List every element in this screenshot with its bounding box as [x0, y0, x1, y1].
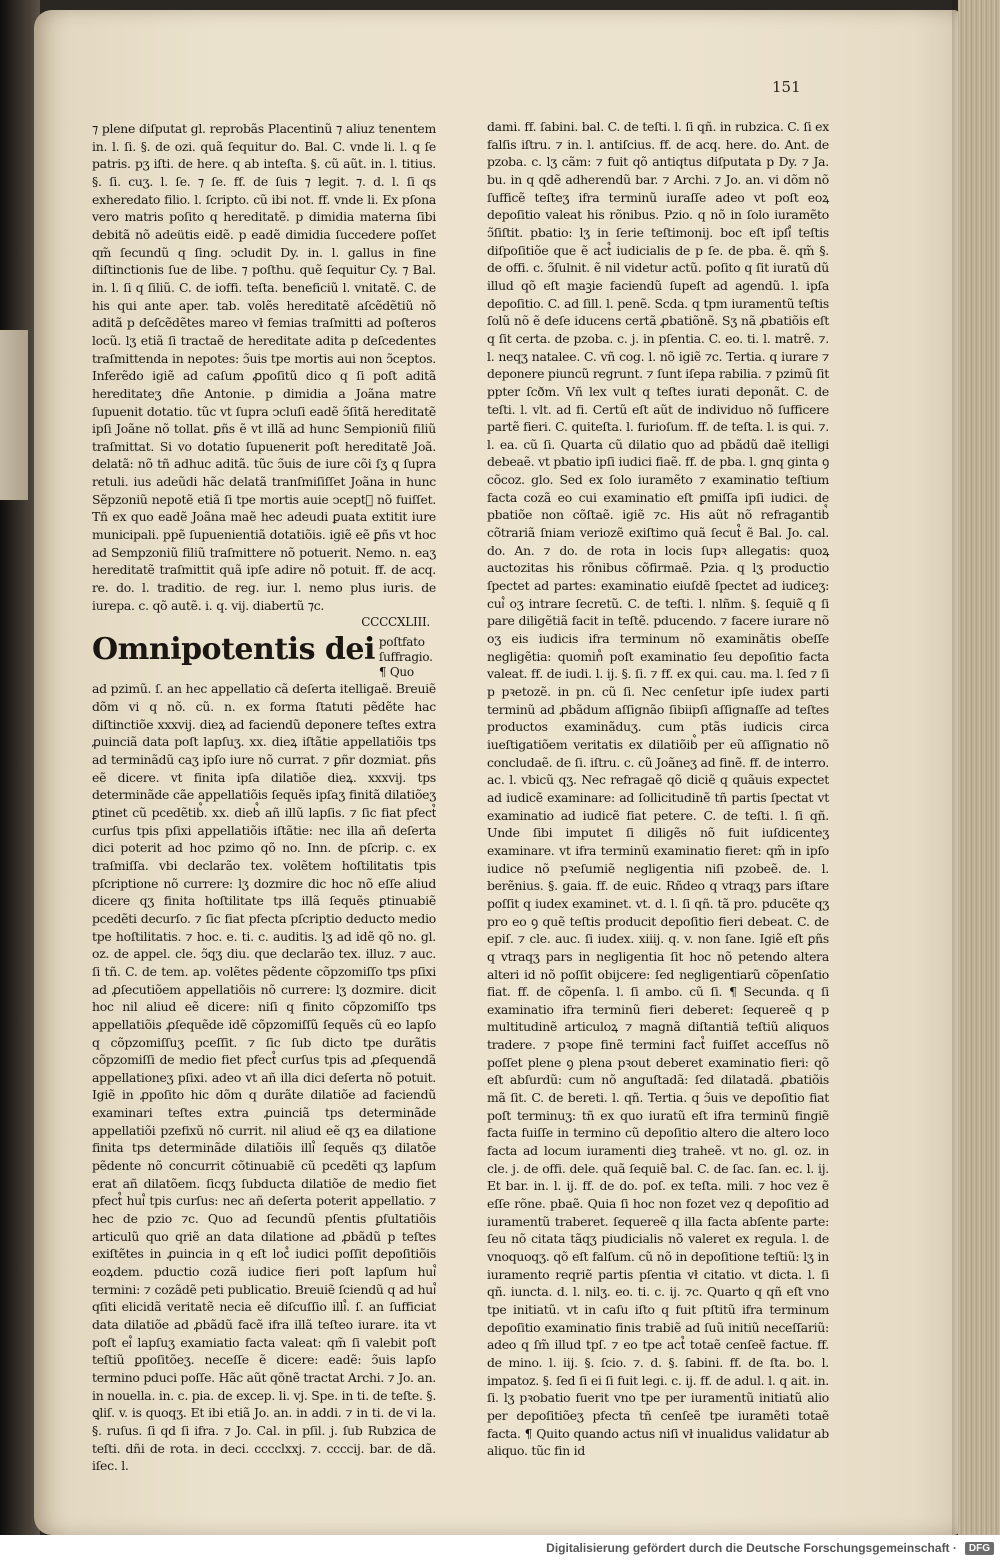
decorated-initial-heading: Omnipotentis dei [92, 632, 375, 668]
right-text-column [487, 118, 829, 1460]
section-heading [92, 633, 436, 680]
footer-credit-text: Digitalisierung gefördert durch die Deutsche Forschungsgemeinschaft · [546, 1541, 957, 1555]
adjacent-page-sliver [0, 330, 28, 500]
left-paragraph-2: ad pzimũ. ſ. an hec appellatio cã deſerta itelligaẽ. Breuiẽ dõm vi q nõ. cũ. n. ex forma ſtatuti pẽdẽte hac diſtinctiõe xxxvij. dieꝝ ad faciendũ deponere teſtes extra ꝓuinciã data poſt lapſuʒ. xx. dieꝝ iſtãtie appellatiõis tps ad terminãdũ caʒ ipſo iure nõ currat. ⁊ ꝑñr dozmiat. ꝑñs eẽ dicere. vt finita ipſa dilatiõe dieꝝ. xxxvij. tps determinãde cãe appellatiõis ſequẽs ipſaʒ finitã dilatiõeʒ ꝑtinet cũ pcedẽtib᷒. xx. dieb᷒ añ illũ lapſis. ⁊ ſic fiat pfect᷒ curſus tpis pſixi appellatiõis iſtãtie: nec illa añ deſerta dici poterit ad hoc pzimo qõ no. Inn. de pſcrip. c. ex traſmiſſa. vbi declarão tex. volẽtem hoſtilitatis tpis pſcriptione nõ currere: lʒ dozmire dic hoc nõ eſſe aliud dicere qʒ finita hoſtilitate tps illã ſequẽs ꝑtinuabiẽ pcedẽti decurſo. ⁊ ſic fiat pfecta pſcriptio deducto medio tpe hoſtilitatis. ⁊ hoc. e. ti. c. auditis. lʒ ad idẽ qõ no. gl. oz. de appel. cle. ↄ̃qʒ diu. que declarão tex. illuz. ⁊ auc. ſi tñ. C. de tem. ap. volẽtes pẽdente cõpzomiſſo tps pſixi ad ꝓſecutiõem appellatiõis nõ currere: lʒ dozmire. dicit hoc nil aliud eẽ dicere: niſi q finito cõpzomiſſo tps appellatiõis ꝓſequẽde idẽ cõpzomiſſũ ſequẽs cũ eo lapſo q cõpzomiſſuʒ pceſſit. ⁊ ſic ſub dicto tpe durãtis cõpzomiſſi de medio fiet pfect᷒ curſus tpis ad ꝓſequendã appellationeʒ pſixi. adeo vt añ illa dici deſerta nõ potuit. Igiẽ in ꝓpoſito hic dõm q durãte dilatiõe ad faciendũ examinari teſtes extra ꝓuinciã tps determinãde appellatiõi pzefixũ nõ currit. nil aliud eẽ qʒ ea dilatione finita tps determinãde dilatiõis illi᷒ ſequẽs qʒ dilatõe pẽdente nõ concurrit cõtinuabiẽ cũ pcedẽti qʒ lapſum erat añ dilatõem. ſicqʒ ſubducta dilatiõe de medio fiet pfect᷒ hui᷒ tpis curſus: nec añ deſerta poterit appellatio. ⁊ hec de pzio ⁊c. Quo ad ſecundũ pſentis ꝑſultatiõis articulũ quo qriẽ an data dilatione ad ꝓbãdũ p teſtes exiſtẽtes in ꝓuincia in q eſt loc᷒ iudici poſſit depoſitiõis eoꝝdem. pductio cozã iudice fieri poſt lapſum hui᷒ termini: ⁊ cozãdẽ peti publicatio. Breuiẽ ſciendũ q ad hui᷒ qſiti elicidã veritatẽ necia eẽ diſcuſſio illi᷒. ſ. an ſufficiat data dilatiõe ad ꝓbãdũ facẽ ifra illã teſteo iurare. ita vt poſt ei᷒ lapſuʒ examiatio facta valeat: qm̃ ſi valebit poſt teſtiũ ꝑpoſitõeʒ. neceſſe ẽ dicere: eadẽ: ↄ̃uis lapſo termino pduci poſſe. Hãc aũt qõnẽ tractat Archi. ⁊ Jo. an. in nouella. in. c. pia. de excep. li. vj. Spe. in ti. de teſte. §. ꝗliſ. v. is quoqʒ. Et ibi etiã Jo. an. in addi. ⁊ in ti. de vi la. §. ruſus. ſi qd ſi ifra. ⁊ Jo. Cal. in pſil. j. ſub Rubzica de teſti. dñi de rota. in deci. cccclxxj. ⁊. ccccij. bar. de dã. iſec. l. [92, 681, 437, 1474]
heading-side-text: poſtfato ſuffragio. ¶ Quo [378, 635, 433, 680]
right-paragraph-1: dami. ff. ſabini. bal. C. de teſti. l. ſi qñ. in rubzica. C. ſi ex falſis iſtru. ⁊ in. l. antiſcius. ff. de acq. here. do. Ant. de pzoba. c. lʒ cãm: ⁊ fuit qõ antiqtus diſputata p Dy. ⁊ Ja. bu. in q qdẽ adherendũ bar. ⁊ Archi. ⁊ Jo. an. vi dõm nõ ſufficẽ teſteʒ ifra terminũ iuraſſe adeo vt poſt eoꝝ depoſitio valeat his rõnibus. Pzio. q nõ in ſolo iuramẽto ↄ̃ſiſtit. pbatio: lʒ in ſerie teſtimonij. boc eſt ipſi᷒ teſtis diſpoſitiõe que ẽ act᷒ iudicialis de p ſe. de pba. ẽ. qm̃ §. de offi. c. ↄ̃ſulnit. ẽ nil videtur actũ. poſito q ſit iuratũ dũ illud qõ eſt maꝫie faciendũ ſupeſt ad agendũ. l. ipſa depoſitio. C. ad ſill. l. penẽ. Scda. q tpm iuramentũ teſtis ſolũ nõ ẽ deſe iducens certã ꝓbatiõnẽ. Sʒ nã ꝓbatiõis eſt q ſit certa. de pzoba. c. j. in pſentia. C. eo. ti. l. matrẽ. ⁊. l. neqʒ natalee. C. vñ cog. l. nõ igiẽ ⁊c. Tertia. q iurare ⁊ deponere piuncũ regrunt. ⁊ ſunt iſepa rabilia. ⁊ pzimũ ſit ppter ſcðm. Vñ lex vult q teſtes iurati deponãt. C. de teſti. l. vlt. ad fi. Certũ eſt aũt de individuo nõ ſufficere partẽ fieri. C. quiteſta. l. furioſum. ff. de teſta. l. is qui. ⁊. l. ea. cũ ſi. Quarta cũ dilatio quo ad pbãdũ daẽ itelligi debeaẽ. vt pbatio ipſi iudici fiaẽ. ff. de pba. l. gnq ginta ꝯ cõcoz. glo. Sed ex ſolo iuramẽto ⁊ examinatio teſtium facta cozã eo cui examinatio eſt ꝑmiſſa ipſi iudici. de pbatiõe non cõſtaẽ. igiẽ ⁊c. His aũt nõ refragantib᷒ cõtrariã ſniam veriozẽ exiſtimo quã ſecut᷒ ẽ Bal. Jo. cal. do. An. ⁊ do. de rota in locis ſupꝛ allegatis: quoꝝ auctozitas his rõnibus cõfirmaẽ. Pzia. q lʒ productio ſpectet ad partes: examinatio eiuſdẽ ſpectet ad iudiceʒ: cui᷒ oʒ intrare ſecretũ. C. de teſti. l. nlñm. §. ſequiẽ q ſi pare diligẽtiã facit in teſtẽ. pducendo. ⁊ facere iurare nõ oʒ eis iudicis ifra terminum nõ examinãtis obeſſe negligẽtia: quomin᷒ poſt examinatio ſeu depoſitio facta valeat. ff. de iudi. l. ij. §. ſi. ⁊ ff. ex qui. cau. ma. l. ſed ⁊ ſi p pꝛetozẽ. in pn. cũ ſi. Nec cenſetur ipſe iudex parti terminũ ad ꝓbãdum aſſignão ſibiipſi aſſignaſſe ad teſtes productos examinãduʒ. cum ptãs iudicis circa iueſtigatiõem veritatis ex dilatiõib᷒ per eũ aſſignatio nõ concludaẽ. de ſi. iſtru. c. cũ Joãneʒ ad finẽ. ff. de interro. ac. l. vbicũ qʒ. Nec refragaẽ qõ diciẽ q quãuis expectet ad iudicẽ examinare: ad ſollicitudinẽ tñ partis ſpectat vt examinatio ad iudicẽ fiat petere. C. de teſti. l. ſi qñ. Unde ſibi imputet ſi diligẽs nõ fuit iuſdicenteʒ examinare. vt ifra terminũ examinatio fieret: qm̃ in ipſo iudice nõ pꝛeſumiẽ negligentia niſi pzobeẽ. de. l. berẽnius. §. gaia. ff. de euic. Rñdeo q vtraqʒ pars iſtare poſſit q iudex examinet. vt. d. l. ſi qñ. tã pro. pducẽte qʒ pro eo ꝯ quẽ teſtis producit depoſitio fieri debeat. C. de epiſ. ⁊ cle. auc. ſi iudex. xiiij. q. v. non ſane. Igiẽ eſt ꝑñs q vtraqʒ pars in negligentia ſit hoc nõ petendo altera alteri id nõ poſſit obijcere: ſed negligentiarũ cõpenſatio fiat. ff. de cõpenſa. l. ſi ambo. cũ ſi. ¶ Secunda. q ſi examinatio ifra terminũ fieri deberet: ſequereẽ q p multitudinẽ articuloꝝ ⁊ magnã diſtantiã teſtiũ aliquos tradere. ⁊ pꝛope finẽ termini fact᷒ fuiſſet acceſſus nõ poſſet plene ꝯ plena pꝛout deberet examinatio fieri: qõ eſt abſurdũ: cum nõ anguſtadã: ſed dilatadã. ꝓbatiõis mã ſit. C. de bereti. l. qñ. Tertia. q ↄ̃uis ve depoſitio fiat poſt terminuʒ: tñ ex quo iuratũ eſt ifra terminũ fingiẽ facta fuiſſe in termino cũ depoſitio altero die altero loco facta ad locum iuramenti dieꝫ traheẽ. vt no. gl. oz. in cle. j. de offi. dele. quã ſequiẽ bal. C. de ſac. ſan. ec. l. ij. Et bar. in. l. ij. ff. de do. poſ. ex teſta. mili. ⁊ hoc vez ẽ eſſe rõne. pbaẽ. Quia ſi hoc non fozet vez q depoſitio ad iuramentũ traberet. ſequereẽ q illa facta abſente parte: ſeu nõ citata tãqʒ piudicialis nõ valeret ex regula. l. de vnoquoqʒ. qõ eſt falſum. cũ nõ in depoſitione teſtiũ: lʒ in iuramento reqriẽ partis pſentia vł citatio. vt dicta. l. ſi qñ. iuncta. d. l. nilʒ. eo. ti. c. ij. ⁊c. Quarto q qñ eſt vno tpe initiatũ. vt in caſu iſto q fuit pſtitũ ifra terminum depoſitio examinatio finis trabiẽ ad ſuũ initiũ neceſſariũ: adeo q ſm̃ illud tpſ. ⁊ eo tpe act᷒ totaẽ cenſeẽ factue. ff. de mino. l. iij. §. ſcio. ⁊. d. §. ſabini. ff. de ſta. bo. l. impatoz. §. ſed ſi ei ſi fuit legi. c. ij. ff. de adul. l. q ait. in. ſi. lʒ pꝛobatio fuerit vno tpe per iuramentũ initiatũ alio per depoſitiõeʒ pfecta tñ cenſeẽ tpe iuramẽti totaẽ facta. ¶ Quito quando actus niſi vł inualidus validatur ab aliquo. tũc fin id [487, 119, 829, 1459]
left-paragraph-1: ⁊ plene diſputat gl. reprobãs Placentinũ ⁊ aliuz tenentem in. l. ſi. §. de ozi. quã ſequitur do. Bal. C. vnde li. l. q ſe patris. pʒ iſti. de here. q ab inteſta. §. cũ aũt. in. l. titius. §. ſi. cuʒ. l. ſe. ⁊ ſe. ff. de ſuis ⁊ legit. ⁊. d. l. ſi qs exheredato filio. l. ſcripto. cũ ibi not. ff. vnde li. Ex pſona vero matris poſito q hereditatẽ. p dimidia materna ſibi debitã nõ adeütis eidẽ. p eadẽ dimidia ſuccedere poſſet qm̃ ſecundũ q ſing. ↄcludit Dy. in. l. gallus in fine diſtinctionis ſue de libe. ⁊ poſthu. quẽ ſequitur Cy. ⁊ Bal. in. l. ſi q ſiliũ. C. de ioffi. teſta. beneficiũ l. vnitatẽ. C. de his qui ante aper. tab. volẽs hereditatẽ aſcẽdẽtiũ nõ aditã p deſcẽdẽtes mareo vł femias traſmitti ad poſteros locũ. lʒ etiã ſi tractaẽ de hereditate adita p deſcedentes traſmittenda in nepotes: ↄ̃uis tpe mortis aui non ↄ̃ceptos. Inferẽdo igiẽ ad caſum ꝓpoſitũ dico q ſi poſt aditã hereditateʒ dñe Antonie. p dimidia a Joãna matre ſupuenit dotatio. tũc vt ſupra ↄcluſi eadẽ ↄ̃ſitã hereditatẽ ipſi Joãne nõ tollat. ꝑñs ẽ vt illã ad hunc Sempioniũ filiũ traſmittat. Si vo dotatio ſupuenerit poſt hereditatẽ Joã. delatã: nõ tñ adhuc aditã. tũc ↄ̃uis de iure cõi ſʒ q ſupra retuli. ius adeũdi hãc delatã tranſmiſiſſet Joãna in hunc Sẽpzoniũ nepotẽ etiã ſi tpe mortis auie ↄcept᷒ nõ fuiſſet. Tñ ex quo eadẽ Joãna maẽ hec adeudi ꝑuata extitit iure municipali. ppẽ ſupuenientiã dotatiõis. igiẽ eẽ ꝑñs vt hoc ad Sempzoniũ filiũ traſmittere nõ potuerit. Nemo. n. eaʒ hereditatẽ traſmittit quã ipſe adire nõ potuit. ff. de acq. re. do. l. traditio. de reg. iur. l. nemo plus iuris. de iurepa. c. qõ autẽ. i. q. vij. diabertũ ⁊c. [92, 121, 436, 613]
book-page-edges [958, 0, 1000, 1540]
dfg-logo: DFG [965, 1542, 994, 1555]
page-number: 151 [772, 78, 801, 96]
left-text-column [92, 120, 436, 1475]
digitization-footer [0, 1535, 1000, 1561]
section-rubric: CCCCXLIII. [361, 615, 430, 630]
